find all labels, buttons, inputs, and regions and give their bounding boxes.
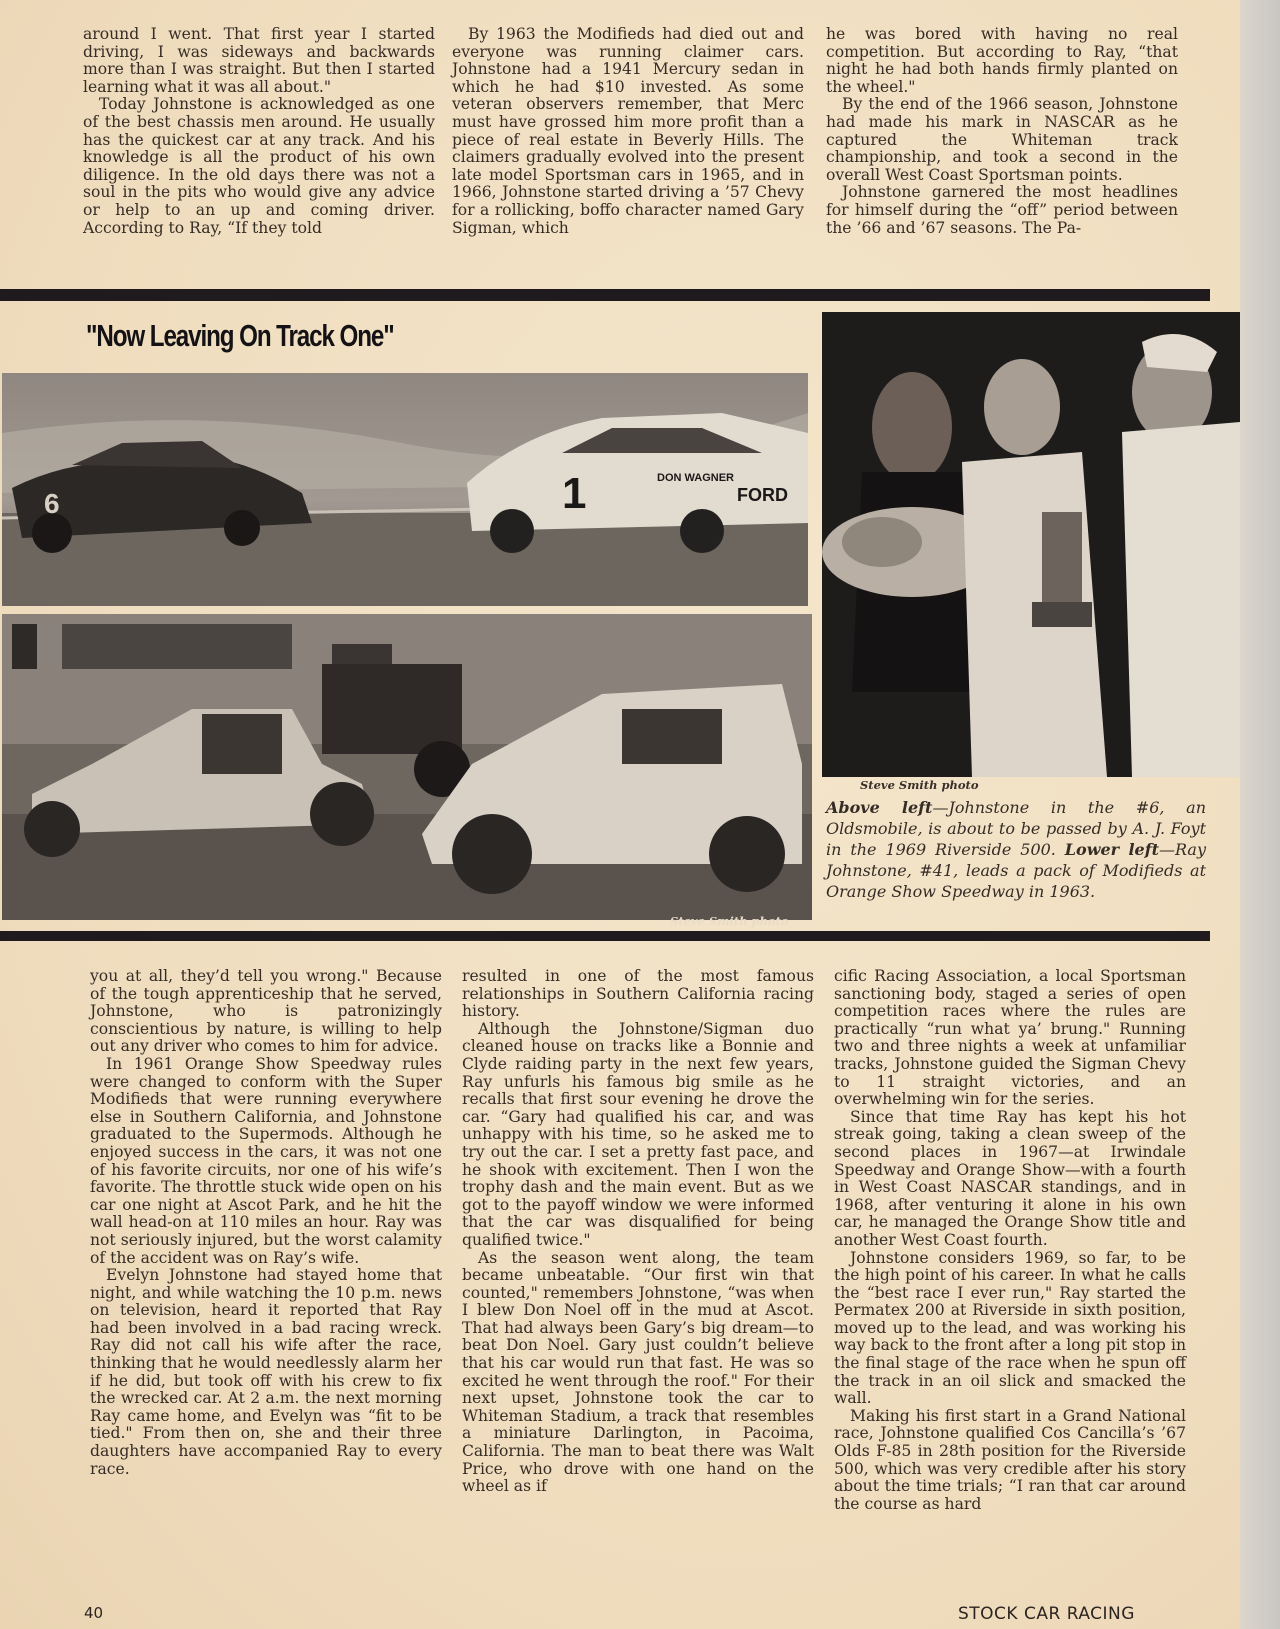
paragraph: he was bored with having no real competition. But according to Ray, “that night he had both hands firmly planted on the wheel." (826, 25, 1178, 96)
caption-text-lower: —Ray Johnstone, #41, leads a pack of Modifieds at Orange Show Speedway in 1963. (826, 840, 1206, 901)
riverside-500-photo (2, 373, 808, 606)
right-photo-credit: Steve Smith photo (860, 778, 979, 792)
car-number-1: 1 (562, 469, 587, 518)
paragraph: As the season went along, the team became unbeatable. “Our first win that counted," remembers Johnstone, “was when I blew Don Noel off in the mud at Ascot. That had always been Gary’s big dream—to beat Don Noel. Gary just couldn’t believe that his car would run that fast. He was so excited he went through the roof." For their next upset, Johnstone took the car to Whiteman Stadium, a track that resembles a miniature Darlington, in Pacoima, California. The man to beat there was Walt Price, who drove with one hand on the wheel as if (462, 1248, 814, 1496)
caption-text-above: —Johnstone in the #6, an Oldsmobile, is about to be passed by A. J. Foyt in the 1969 Riverside 500. (826, 798, 1207, 859)
ford-decal: FORD (737, 485, 788, 505)
feature-headline: "Now Leaving On Track One" (86, 318, 394, 353)
section-divider-bottom (0, 931, 1210, 941)
paragraph: Since that time Ray has kept his hot streak going, taking a clean sweep of the second places in 1967—at Irwindale Speedway and Orange Show—with a fourth in West Coast NASCAR standings, and in 1968, after venturing it alone in his own car, he managed the Orange Show title and another West Coast fourth. (834, 1107, 1186, 1249)
paragraph: Although the Johnstone/Sigman duo cleaned house on tracks like a Bonnie and Clyde raiding party in the next few years, Ray unfurls his famous big smile as he recalls that first sour evening he drove the car. “Gary had qualified his car, and was unhappy with his time, so he asked me to try out the car. I set a pretty fast pace, and he shook with excitement. Then I won the trophy dash and the main event. But as we got to the payoff window we were informed that the car was disqualified for being qualified twice." (462, 1019, 814, 1249)
paragraph: By 1963 the Modifieds had died out and everyone was running claimer cars. Johnstone had a 1941 Mercury sedan in which he had $10 invested. As some veteran observers remember, that Merc must have grossed him more profit than a piece of real estate in Beverly Hills. The claimers gradually evolved into the present late model Sportsman cars in 1965, and in 1966, Johnstone started driving a ’57 Chevy for a rollicking, boffo character named Gary Sigman, which (452, 25, 804, 237)
paragraph: you at all, they’d tell you wrong." Because of the tough apprenticeship that he served, Johnstone, who is patronizingly conscientious by nature, is willing to help out any driver who comes to him for advice. (90, 967, 442, 1056)
magazine-footer-title: STOCK CAR RACING (958, 1604, 1135, 1624)
paragraph: Johnstone considers 1969, so far, to be the high point of his career. In what he calls the “best race I ever run," Ray started the Permatex 200 at Riverside in sixth position, moved up to the lead, and was working his way back to the front after a long pit stop in the final stage of the race when he spun off the track in an oil slick and smacked the wall. (834, 1248, 1186, 1408)
paragraph: cific Racing Association, a local Sportsman sanctioning body, staged a series of open competition races where the rules are practically “run what ya’ brung." Running two and three nights a week at unfamiliar tracks, Johnstone guided the Sigman Chevy to 11 straight victories, and an overwhelming win for the series. (834, 967, 1186, 1109)
scanner-background-edge (1240, 0, 1280, 1629)
paragraph: In 1961 Orange Show Speedway rules were changed to conform with the Super Modifieds that were running everywhere else in Southern California, and Johnstone graduated to the Supermods. Although he enjoyed success in the cars, it was not one of his favorite circuits, nor one of his wife’s favorite. The throttle stuck wide open on his car one night at Ascot Park, and he hit the wall head-on at 110 miles an hour. Ray was not seriously injured, but the worst calamity of the accident was on Ray’s wife. (90, 1054, 442, 1267)
section-divider-top (0, 289, 1210, 301)
page-number: 40 (84, 1604, 104, 1622)
bottom-column-3 (834, 968, 1186, 1513)
bottom-column-2 (462, 968, 814, 1496)
bottom-column-1 (90, 968, 442, 1478)
paragraph: Johnstone garnered the most headlines for himself during the “off” period between the ’66 and ’67 seasons. The Pa- (826, 183, 1178, 237)
car-number-6: 6 (44, 488, 60, 519)
paragraph: resulted in one of the most famous relationships in Southern California racing history. (462, 967, 814, 1021)
caption-lead-above: Above left (826, 798, 933, 817)
bottom-photo-credit: Steve Smith photo (670, 914, 789, 928)
orange-show-modifieds-photo (2, 614, 812, 920)
photo-caption (826, 797, 1206, 902)
top-column-2 (452, 26, 804, 237)
top-column-3 (826, 26, 1178, 237)
paragraph: around I went. That first year I started driving, I was sideways and backwards more than I was straight. But then I started learning what it was all about." (83, 25, 435, 96)
victory-lane-photo (822, 312, 1240, 777)
paragraph: Evelyn Johnstone had stayed home that night, and while watching the 10 p.m. news on television, heard it reported that Ray had been involved in a bad racing wreck. Ray did not call his wife after the race, thinking that he would needlessly alarm her if he did, but took off with his crew to fix the wrecked car. At 2 a.m. the next morning Ray came home, and Evelyn was “fit to be tied." From then on, she and their three daughters have accompanied Ray to every race. (90, 1266, 442, 1478)
top-column-1 (83, 26, 435, 237)
paragraph: Making his first start in a Grand National race, Johnstone qualified Cos Cancilla’s ’67 Olds F-85 in 28th position for the Riverside 500, which was very credible after his story about the time trials; “I ran that car around the course as hard (834, 1406, 1186, 1513)
driver-name-decal: DON WAGNER (657, 472, 734, 484)
caption-lead-lower: Lower left (1064, 840, 1159, 859)
paragraph: Today Johnstone is acknowledged as one of the best chassis men around. He usually has the quickest car at any track. And his knowledge is all the product of his own diligence. In the old days there was not a soul in the pits who would give any advice or help to an up and coming driver. According to Ray, “If they told (83, 95, 435, 237)
paragraph: By the end of the 1966 season, Johnstone had made his mark in NASCAR as he captured the Whiteman track championship, and took a second in the overall West Coast Sportsman points. (826, 95, 1178, 184)
